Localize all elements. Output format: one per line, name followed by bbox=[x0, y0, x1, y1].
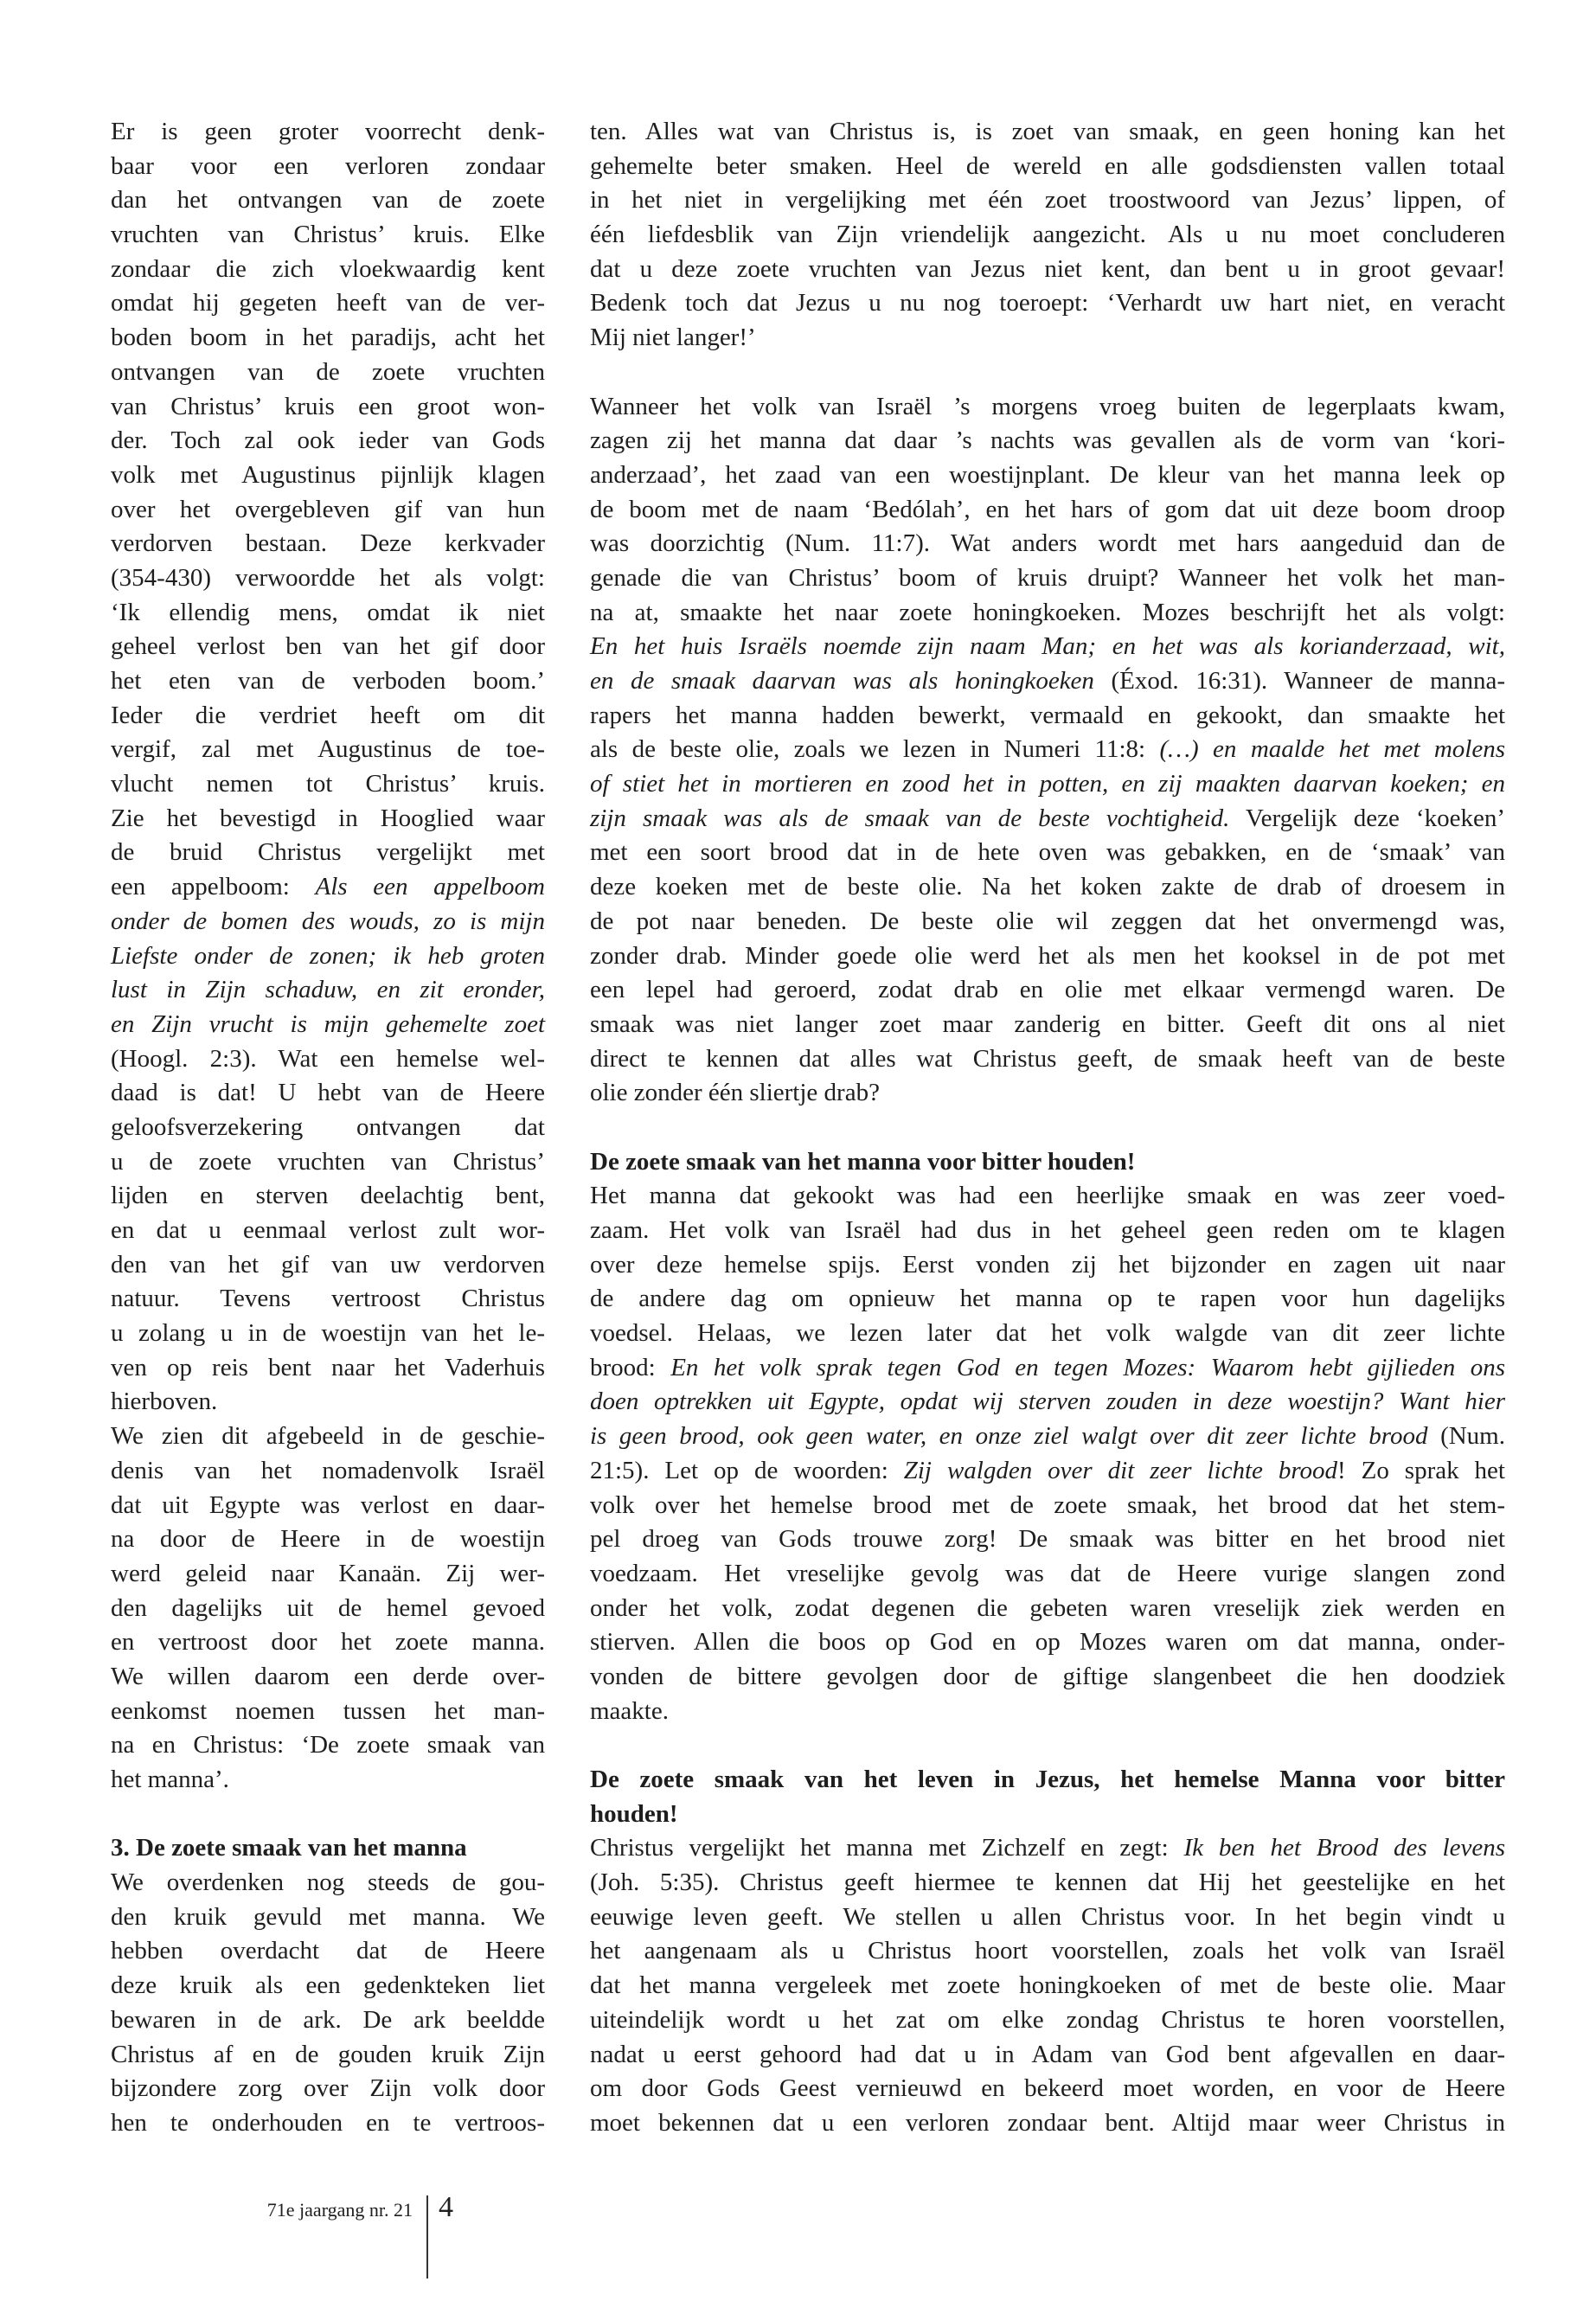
text-line: pel droeg van Gods trouwe zorg! De smaak was bitter en het brood niet bbox=[590, 1525, 1505, 1554]
paragraph-gap bbox=[590, 356, 1505, 390]
text-line: over het overgebleven gif van hun bbox=[111, 495, 545, 523]
text-line bbox=[111, 905, 545, 939]
italic-quote: en Zijn vrucht is mijn gehemelte zoet bbox=[111, 1009, 545, 1038]
text-line: bijzondere zorg over Zijn volk door bbox=[111, 2074, 545, 2103]
text-line: zondaar die zich vloekwaardig kent bbox=[111, 254, 545, 283]
italic-quote: Liefste onder de zonen; ik heb groten bbox=[111, 941, 545, 970]
text-line: in het niet in vergelijking met één zoet troostwoord van Jezus’ lippen, of bbox=[590, 186, 1505, 215]
text-line: het eten van de verboden boom.’ bbox=[111, 667, 545, 695]
text-line: bewaren in de ark. De ark beeldde bbox=[111, 2005, 545, 2034]
text-line: direct te kennen dat alles wat Christus geeft, de smaak heeft van de beste bbox=[590, 1044, 1505, 1073]
italic-quote: onder de bomen des wouds, zo is mijn bbox=[111, 907, 545, 935]
paragraph-gap bbox=[590, 1111, 1505, 1145]
text-line: onder het volk, zodat degenen die gebeten waren vreselijk ziek werden en bbox=[590, 1593, 1505, 1622]
text-line: Zie het bevestigd in Hooglied waar bbox=[111, 804, 545, 832]
italic-quote: Ik ben het Brood des levens bbox=[1183, 1834, 1505, 1862]
text-line: stierven. Allen die boos op God en op Mozes waren om dat manna, onder- bbox=[590, 1628, 1505, 1657]
text-line: Het manna dat gekookt was had een heerlijke smaak en was zeer voed- bbox=[590, 1182, 1505, 1210]
text-line: hierboven. bbox=[111, 1388, 218, 1416]
italic-quote: doen optrekken uit Egypte, opdat wij sterven zouden in deze woestijn? Want hier bbox=[590, 1388, 1505, 1416]
text-line: het manna’. bbox=[111, 1766, 229, 1793]
text-line: vlucht nemen tot Christus’ kruis. bbox=[111, 770, 545, 798]
italic-quote: Als een appelboom bbox=[315, 873, 545, 901]
text-line: natuur. Tevens vertroost Christus bbox=[111, 1285, 545, 1313]
text-line: vruchten van Christus’ kruis. Elke bbox=[111, 221, 545, 249]
text-line: olie zonder één sliertje drab? bbox=[590, 1079, 880, 1107]
text-line: Mij niet langer!’ bbox=[590, 324, 756, 352]
text-line: na door de Heere in de woestijn bbox=[111, 1525, 545, 1554]
text-line: met een soort brood dat in de hete oven was gebakken, en de ‘smaak’ van bbox=[590, 838, 1505, 867]
text-line: ven op reis bent naar het Vaderhuis bbox=[111, 1353, 545, 1381]
text-line: dat het manna vergeleek met zoete honingkoeken of met de beste olie. Maar bbox=[590, 1971, 1505, 2000]
text-line bbox=[590, 664, 1505, 699]
text-line bbox=[590, 802, 1505, 836]
text-line: werd geleid naar Kanaän. Zij wer- bbox=[111, 1559, 545, 1587]
text-line: na at, smaakte het naar zoete honingkoeken. Mozes beschrijft het als volgt: bbox=[590, 598, 1505, 626]
text-line bbox=[590, 733, 1505, 767]
italic-quote: en de smaak daarvan was als honingkoeken bbox=[590, 667, 1094, 695]
text-line: moet bekennen dat u een verloren zondaar bent. Altijd maar weer Christus in bbox=[590, 2108, 1505, 2137]
text-line: We willen daarom een derde over- bbox=[111, 1662, 545, 1690]
text-line bbox=[590, 1831, 1505, 1866]
text-line: We overdenken nog steeds de gou- bbox=[111, 1868, 545, 1897]
text-line: en dat u eenmaal verlost zult wor- bbox=[111, 1216, 545, 1244]
text-span: Christus vergelijkt het manna met Zichzelf en zegt: bbox=[590, 1834, 1184, 1862]
text-span: als de beste olie, zoals we lezen in Numeri 11:8: bbox=[590, 735, 1160, 764]
text-line: Christus af en de gouden kruik Zijn bbox=[111, 2040, 545, 2068]
section-heading-line: De zoete smaak van het manna voor bitter houden! bbox=[590, 1147, 1136, 1176]
text-line: den van het gif van uw verdorven bbox=[111, 1250, 545, 1279]
text-line: het aangenaam als u Christus hoort voorstellen, zoals het volk van Israël bbox=[590, 1937, 1505, 1965]
text-line: dat uit Egypte was verlost en daar- bbox=[111, 1490, 545, 1519]
italic-quote: En het volk sprak tegen God en tegen Mozes: Waarom hebt gijlieden ons bbox=[670, 1353, 1505, 1381]
text-span: (Num. bbox=[1427, 1422, 1505, 1451]
text-span: 21:5). Let op de woorden: bbox=[590, 1456, 904, 1484]
text-line: lijden en sterven deelachtig bent, bbox=[111, 1182, 545, 1210]
text-line: verdorven bestaan. Deze kerkvader bbox=[111, 529, 545, 558]
text-span: ! Zo sprak het bbox=[1337, 1456, 1505, 1484]
text-line: hebben overdacht dat de Heere bbox=[111, 1937, 545, 1965]
text-line: de pot naar beneden. De beste olie wil zeggen dat het onvermengd was, bbox=[590, 907, 1505, 935]
text-line: geloofsverzekering ontvangen dat bbox=[111, 1112, 545, 1141]
text-line bbox=[590, 1420, 1505, 1454]
text-line bbox=[590, 1385, 1505, 1420]
text-line: één liefdesblik van Zijn vriendelijk aangezicht. Als u nu moet concluderen bbox=[590, 221, 1505, 249]
section-heading-line: 3. De zoete smaak van het manna bbox=[111, 1834, 467, 1862]
text-line: de bruid Christus vergelijkt met bbox=[111, 838, 545, 867]
text-line: uiteindelijk wordt u het zat om elke zondag Christus te horen voorstellen, bbox=[590, 2005, 1505, 2034]
text-line bbox=[590, 767, 1505, 802]
text-line: was doorzichtig (Num. 11:7). Wat anders wordt met hars aangeduid dan de bbox=[590, 529, 1505, 558]
italic-quote: (…) en maalde het met molens bbox=[1159, 735, 1505, 764]
text-line: denis van het nomadenvolk Israël bbox=[111, 1456, 545, 1484]
italic-quote: lust in Zijn schaduw, en zit eronder, bbox=[111, 976, 545, 1004]
text-line: zonder drab. Minder goede olie werd het als men het kooksel in de pot met bbox=[590, 941, 1505, 970]
text-line: de boom met de naam ‘Bedólah’, en het hars of gom dat uit deze boom droop bbox=[590, 495, 1505, 523]
text-line: en vertroost door het zoete manna. bbox=[111, 1628, 545, 1657]
text-line: vonden de bittere gevolgen door de giftige slangenbeet die hen doodziek bbox=[590, 1662, 1505, 1690]
text-line: na en Christus: ‘De zoete smaak van bbox=[111, 1731, 545, 1759]
text-line: hen te onderhouden en te vertroos- bbox=[111, 2108, 545, 2137]
text-line: daad is dat! U hebt van de Heere bbox=[111, 1079, 545, 1107]
text-line: maakte. bbox=[590, 1696, 669, 1725]
text-line: u zolang u in de woestijn van het le- bbox=[111, 1319, 545, 1348]
text-line: geheel verlost ben van het gif door bbox=[111, 632, 545, 661]
italic-quote: zijn smaak was als de smaak van de beste vochtigheid. bbox=[590, 804, 1230, 832]
text-line: We zien dit afgebeeld in de geschie- bbox=[111, 1422, 545, 1451]
text-line: nadat u eerst gehoord had dat u in Adam van God bent afgevallen en daar- bbox=[590, 2040, 1505, 2068]
italic-quote: En het huis Israëls noemde zijn naam Man; en het was als korianderzaad, wit, bbox=[590, 632, 1505, 661]
paragraph-gap bbox=[111, 1798, 545, 1832]
text-span: een appelboom: bbox=[111, 873, 316, 901]
text-line: smaak was niet langer zoet maar zanderig en bitter. Geeft dit ons al niet bbox=[590, 1009, 1505, 1038]
text-line: eeuwige leven geeft. We stellen u allen Christus voor. In het begin vindt u bbox=[590, 1902, 1505, 1931]
footer-divider bbox=[426, 2195, 428, 2279]
text-line: de andere dag om opnieuw het manna op te rapen voor hun dagelijks bbox=[590, 1285, 1505, 1313]
section-heading-line: houden! bbox=[590, 1799, 678, 1828]
text-line: een lepel had geroerd, zodat drab en olie met elkaar vermengd waren. De bbox=[590, 976, 1505, 1004]
italic-quote: of stiet het in mortieren en zood het in potten, en zij maakten daarvan koeken; en bbox=[590, 770, 1505, 798]
text-line bbox=[111, 939, 545, 974]
text-line: Wanneer het volk van Israël ’s morgens vroeg buiten de legerplaats kwam, bbox=[590, 392, 1505, 420]
text-line: ‘Ik ellendig mens, omdat ik niet bbox=[111, 598, 545, 626]
text-span: brood: bbox=[590, 1353, 671, 1381]
text-line: ten. Alles wat van Christus is, is zoet van smaak, en geen honing kan het bbox=[590, 118, 1505, 145]
paragraph-gap bbox=[590, 1728, 1505, 1763]
text-line: vergif, zal met Augustinus de toe- bbox=[111, 735, 545, 764]
text-line: over deze hemelse spijs. Eerst vonden zij het bijzonder en zagen uit naar bbox=[590, 1250, 1505, 1279]
text-line bbox=[111, 973, 545, 1008]
text-line: volk over het hemelse brood met de zoete smaak, het brood dat het stem- bbox=[590, 1490, 1505, 1519]
text-line: Ieder die verdriet heeft om dit bbox=[111, 701, 545, 729]
text-line: rapers het manna hadden bewerkt, vermaald en gekookt, dan smaakte het bbox=[590, 701, 1505, 729]
text-line bbox=[111, 870, 545, 905]
section-heading-line: De zoete smaak van het leven in Jezus, het hemelse Manna voor bitter bbox=[590, 1766, 1505, 1793]
text-line: volk met Augustinus pijnlijk klagen bbox=[111, 460, 545, 489]
page-number: 4 bbox=[439, 2191, 453, 2223]
text-line: der. Toch zal ook ieder van Gods bbox=[111, 426, 545, 455]
text-line: omdat hij gegeten heeft van de ver- bbox=[111, 289, 545, 317]
text-line: zagen zij het manna dat daar ’s nachts was gevallen als de vorm van ‘kori- bbox=[590, 426, 1505, 455]
text-line: den kruik gevuld met manna. We bbox=[111, 1902, 545, 1931]
text-line: gehemelte beter smaken. Heel de wereld en alle godsdiensten vallen totaal bbox=[590, 151, 1505, 180]
text-line: Bedenk toch dat Jezus u nu nog toeroept: ‘Verhardt uw hart niet, en veracht bbox=[590, 289, 1505, 317]
text-line: voedsel. Helaas, we lezen later dat het volk walgde van dit zeer lichte bbox=[590, 1319, 1505, 1348]
text-span: (Éxod. 16:31). Wanneer de manna- bbox=[1093, 667, 1505, 695]
text-line: van Christus’ kruis een groot won- bbox=[111, 392, 545, 420]
text-line: (Joh. 5:35). Christus geeft hiermee te kennen dat Hij het geestelijke en het bbox=[590, 1868, 1505, 1897]
text-line: genade die van Christus’ boom of kruis druipt? Wanneer het volk het man- bbox=[590, 563, 1505, 592]
italic-quote: Zij walgden over dit zeer lichte brood bbox=[903, 1456, 1338, 1484]
text-line: u de zoete vruchten van Christus’ bbox=[111, 1147, 545, 1176]
text-line bbox=[590, 630, 1505, 664]
text-line: den dagelijks uit de hemel gevoed bbox=[111, 1593, 545, 1622]
text-line bbox=[111, 1008, 545, 1042]
text-line: ontvangen van de zoete vruchten bbox=[111, 357, 545, 386]
text-span: Vergelijk deze ‘koeken’ bbox=[1229, 804, 1505, 832]
text-line: deze koeken met de beste olie. Na het koken zakte de drab of droesem in bbox=[590, 873, 1505, 901]
italic-quote: is geen brood, ook geen water, en onze ziel walgt over dit zeer lichte brood bbox=[590, 1422, 1428, 1451]
text-line: boden boom in het paradijs, acht het bbox=[111, 324, 545, 352]
text-line: voedzaam. Het vreselijke gevolg was dat de Heere vurige slangen zond bbox=[590, 1559, 1505, 1587]
text-line: anderzaad’, het zaad van een woestijnplant. De kleur van het manna leek op bbox=[590, 460, 1505, 489]
text-line bbox=[590, 1351, 1505, 1386]
text-line bbox=[590, 1454, 1505, 1489]
text-line: deze kruik als een gedenkteken liet bbox=[111, 1971, 545, 2000]
text-line: eenkomst noemen tussen het man- bbox=[111, 1696, 545, 1725]
text-line: (Hoogl. 2:3). Wat een hemelse wel- bbox=[111, 1044, 545, 1073]
left-column bbox=[111, 115, 545, 2141]
issue-label: 71e jaargang nr. 21 bbox=[266, 2199, 413, 2221]
text-line: dan het ontvangen van de zoete bbox=[111, 186, 545, 215]
right-column bbox=[590, 115, 1505, 2141]
text-line: om door Gods Geest vernieuwd en bekeerd moet worden, en voor de Heere bbox=[590, 2074, 1505, 2103]
text-line: baar voor een verloren zondaar bbox=[111, 151, 545, 180]
text-line: zaam. Het volk van Israël had dus in het geheel geen reden om te klagen bbox=[590, 1216, 1505, 1244]
text-line: (354-430) verwoordde het als volgt: bbox=[111, 563, 545, 592]
text-line: dat u deze zoete vruchten van Jezus niet kent, dan bent u in groot gevaar! bbox=[590, 254, 1505, 283]
text-line: Er is geen groter voorrecht denk- bbox=[111, 118, 545, 145]
